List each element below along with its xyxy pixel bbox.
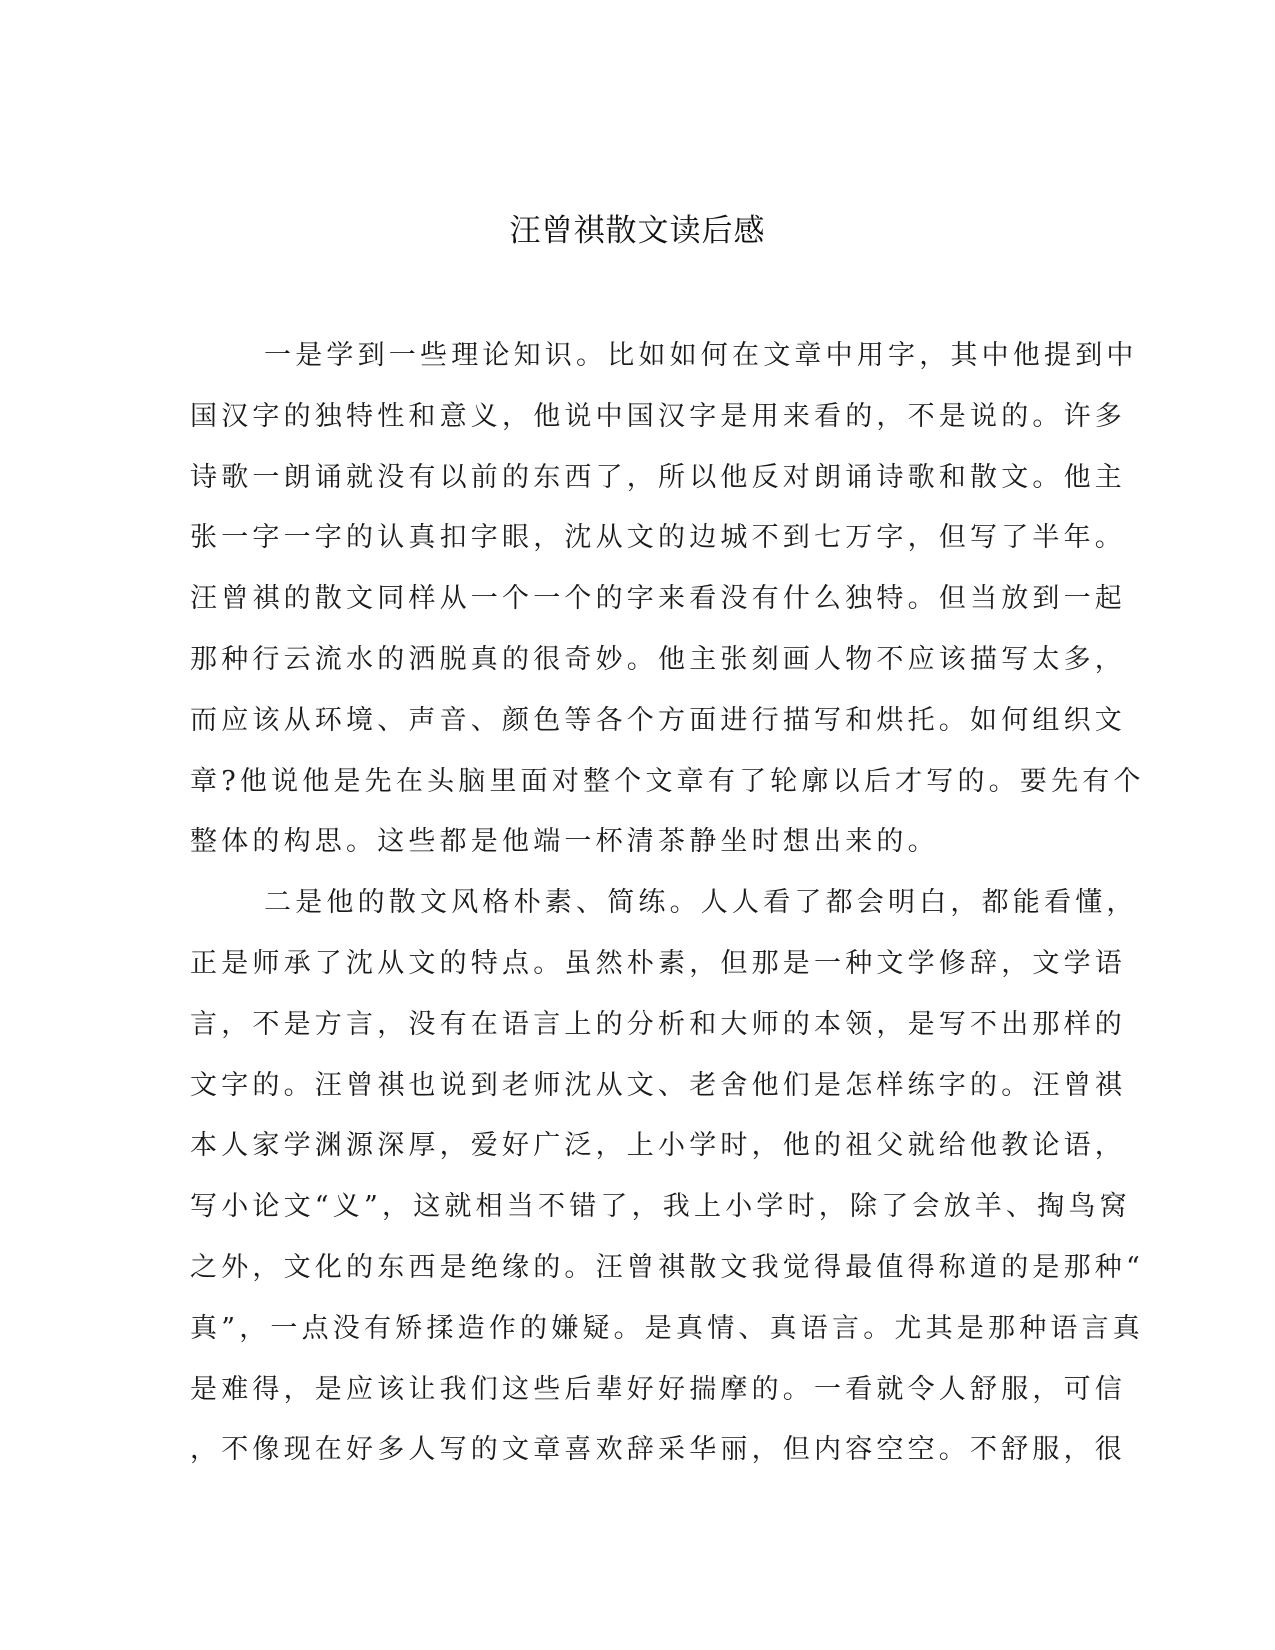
paragraph-1-line: 汪曾祺的散文同样从一个一个的字来看没有什么独特。但当放到一起: [190, 583, 1126, 615]
paragraph-2-line: 正是师承了沈从文的特点。虽然朴素，但那是一种文学修辞，文学语: [190, 947, 1126, 979]
paragraph-1-line: 张一字一字的认真扣字眼，沈从文的边城不到七万字，但写了半年。: [190, 522, 1126, 554]
paragraph-1-line: 国汉字的独特性和意义，他说中国汉字是用来看的，不是说的。许多: [190, 400, 1126, 432]
paragraph-2-line: 真”，一点没有矫揉造作的嫌疑。是真情、真语言。尤其是那种语言真: [190, 1312, 1145, 1344]
paragraph-2-line: 二是他的散文风格朴素、简练。人人看了都会明白，都能看懂，: [264, 887, 1138, 919]
paragraph-2-line: 之外，文化的东西是绝缘的。汪曾祺散文我觉得最值得称道的是那种“: [190, 1251, 1145, 1283]
document-body: [190, 326, 1145, 1481]
paragraph-1-line: 诗歌一朗诵就没有以前的东西了，所以他反对朗诵诗歌和散文。他主: [190, 461, 1126, 493]
paragraph-1-line: 一是学到一些理论知识。比如如何在文章中用字，其中他提到中: [264, 340, 1138, 371]
paragraph-2-line: 本人家学渊源深厚，爱好广泛，上小学时，他的祖父就给他教论语，: [190, 1130, 1126, 1162]
paragraph-1-line: 章?他说他是先在头脑里面对整个文章有了轮廓以后才写的。要先有个: [190, 765, 1145, 797]
paragraph-1-line: 那种行云流水的洒脱真的很奇妙。他主张刻画人物不应该描写太多，: [190, 643, 1126, 675]
document-title: 汪曾祺散文读后感: [509, 213, 766, 249]
paragraph-2-line: 文字的。汪曾祺也说到老师沈从文、老舍他们是怎样练字的。汪曾祺: [190, 1069, 1126, 1101]
paragraph-2-line: ，不像现在好多人写的文章喜欢辞采华丽，但内容空空。不舒服，很: [190, 1434, 1126, 1466]
paragraph-2-line: 言，不是方言，没有在语言上的分析和大师的本领，是写不出那样的: [190, 1008, 1126, 1040]
paragraph-1-line: 而应该从环境、声音、颜色等各个方面进行描写和烘托。如何组织文: [190, 704, 1126, 736]
paragraph-1-line: 整体的构思。这些都是他端一杯清茶静坐时想出来的。: [190, 826, 939, 858]
paragraph-2-line: 是难得，是应该让我们这些后辈好好揣摩的。一看就令人舒服，可信: [190, 1373, 1126, 1405]
paragraph-2-line: 写小论文“义”，这就相当不错了，我上小学时，除了会放羊、掏鸟窝: [190, 1191, 1131, 1223]
